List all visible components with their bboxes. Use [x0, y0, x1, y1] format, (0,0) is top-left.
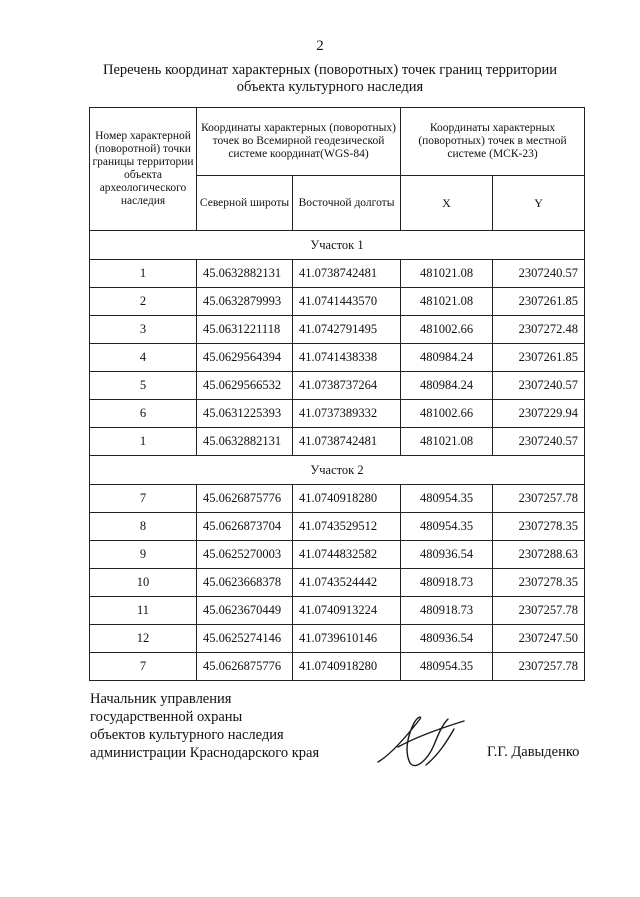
table-row: [90, 400, 585, 428]
cell-latitude: 45.0625270003: [197, 541, 293, 569]
cell-longitude: 41.0738737264: [293, 372, 401, 400]
cell-x: 481002.66: [401, 316, 493, 344]
cell-longitude: 41.0738742481: [293, 428, 401, 456]
table-row: [90, 653, 585, 681]
cell-point-number: 6: [90, 400, 197, 428]
cell-point-number: 12: [90, 625, 197, 653]
cell-x: 480954.35: [401, 513, 493, 541]
cell-x: 480918.73: [401, 597, 493, 625]
section-row: [90, 231, 585, 260]
header-point-number: Номер характерной (поворотной) точки границы территории объекта археологического наследия: [90, 108, 197, 231]
cell-latitude: 45.0632882131: [197, 260, 293, 288]
cell-x: 481002.66: [401, 400, 493, 428]
cell-y: 2307278.35: [493, 569, 585, 597]
cell-x: 481021.08: [401, 260, 493, 288]
table-row: [90, 541, 585, 569]
cell-longitude: 41.0739610146: [293, 625, 401, 653]
position-line: объектов культурного наследия: [90, 727, 284, 743]
cell-longitude: 41.0741438338: [293, 344, 401, 372]
cell-y: 2307261.85: [493, 344, 585, 372]
cell-x: 480936.54: [401, 541, 493, 569]
cell-point-number: 8: [90, 513, 197, 541]
cell-point-number: 7: [90, 485, 197, 513]
cell-point-number: 2: [90, 288, 197, 316]
cell-latitude: 45.0629566532: [197, 372, 293, 400]
table-row: [90, 569, 585, 597]
cell-point-number: 3: [90, 316, 197, 344]
cell-latitude: 45.0631225393: [197, 400, 293, 428]
section-title: Участок 2: [90, 456, 585, 485]
cell-point-number: 5: [90, 372, 197, 400]
coordinates-table: [89, 107, 585, 681]
cell-point-number: 4: [90, 344, 197, 372]
cell-x: 480936.54: [401, 625, 493, 653]
document-title: [60, 62, 600, 96]
cell-x: 480984.24: [401, 344, 493, 372]
cell-point-number: 7: [90, 653, 197, 681]
header-north-latitude: Северной широты: [197, 176, 293, 231]
cell-longitude: 41.0742791495: [293, 316, 401, 344]
cell-latitude: 45.0623668378: [197, 569, 293, 597]
cell-latitude: 45.0626873704: [197, 513, 293, 541]
cell-longitude: 41.0740918280: [293, 653, 401, 681]
header-local-group: Координаты характерных (поворотных) точек в местной системе (МСК-23): [401, 108, 585, 176]
signatory-name: Г.Г. Давыденко: [487, 744, 580, 760]
table-row: [90, 288, 585, 316]
cell-y: 2307247.50: [493, 625, 585, 653]
cell-longitude: 41.0743529512: [293, 513, 401, 541]
cell-y: 2307272.48: [493, 316, 585, 344]
cell-longitude: 41.0741443570: [293, 288, 401, 316]
cell-y: 2307257.78: [493, 485, 585, 513]
cell-longitude: 41.0738742481: [293, 260, 401, 288]
title-line-2: объекта культурного наследия: [236, 79, 424, 95]
cell-y: 2307240.57: [493, 260, 585, 288]
cell-longitude: 41.0740918280: [293, 485, 401, 513]
table-row: [90, 597, 585, 625]
cell-y: 2307257.78: [493, 597, 585, 625]
cell-y: 2307288.63: [493, 541, 585, 569]
cell-latitude: 45.0629564394: [197, 344, 293, 372]
cell-latitude: 45.0632879993: [197, 288, 293, 316]
cell-longitude: 41.0737389332: [293, 400, 401, 428]
cell-point-number: 1: [90, 260, 197, 288]
position-line: государственной охраны: [90, 709, 243, 725]
cell-x: 480918.73: [401, 569, 493, 597]
cell-latitude: 45.0626875776: [197, 485, 293, 513]
cell-y: 2307257.78: [493, 653, 585, 681]
cell-y: 2307240.57: [493, 428, 585, 456]
cell-point-number: 9: [90, 541, 197, 569]
cell-longitude: 41.0744832582: [293, 541, 401, 569]
cell-point-number: 1: [90, 428, 197, 456]
cell-latitude: 45.0623670449: [197, 597, 293, 625]
table-row: [90, 316, 585, 344]
position-line: Начальник управления: [90, 691, 232, 707]
cell-point-number: 10: [90, 569, 197, 597]
handwritten-signature: [368, 707, 468, 777]
cell-y: 2307278.35: [493, 513, 585, 541]
position-line: администрации Краснодарского края: [90, 745, 320, 761]
cell-longitude: 41.0743524442: [293, 569, 401, 597]
page-number: 2: [316, 38, 324, 54]
cell-latitude: 45.0626875776: [197, 653, 293, 681]
cell-x: 480984.24: [401, 372, 493, 400]
cell-x: 480954.35: [401, 485, 493, 513]
table-row: [90, 344, 585, 372]
cell-point-number: 11: [90, 597, 197, 625]
table-row: [90, 260, 585, 288]
table-row: [90, 428, 585, 456]
cell-longitude: 41.0740913224: [293, 597, 401, 625]
signature-position: [90, 690, 350, 762]
table-body: [90, 231, 585, 681]
cell-x: 480954.35: [401, 653, 493, 681]
table-row: [90, 625, 585, 653]
cell-latitude: 45.0625274146: [197, 625, 293, 653]
cell-x: 481021.08: [401, 428, 493, 456]
cell-y: 2307261.85: [493, 288, 585, 316]
header-y: Y: [493, 176, 585, 231]
cell-y: 2307229.94: [493, 400, 585, 428]
cell-latitude: 45.0632882131: [197, 428, 293, 456]
cell-latitude: 45.0631221118: [197, 316, 293, 344]
table-row: [90, 485, 585, 513]
section-title: Участок 1: [90, 231, 585, 260]
header-wgs-group: Координаты характерных (поворотных) точек во Всемирной геодезической системе координат(WGS-84): [197, 108, 401, 176]
cell-y: 2307240.57: [493, 372, 585, 400]
table-row: [90, 372, 585, 400]
table-row: [90, 513, 585, 541]
header-east-longitude: Восточной долготы: [293, 176, 401, 231]
section-row: [90, 456, 585, 485]
title-line-1: Перечень координат характерных (поворотных) точек границ территории: [102, 62, 558, 78]
header-x: X: [401, 176, 493, 231]
cell-x: 481021.08: [401, 288, 493, 316]
